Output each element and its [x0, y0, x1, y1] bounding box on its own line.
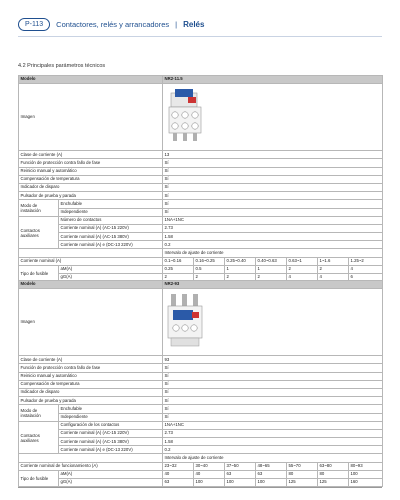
- spec-label: Indicador de disparo: [19, 183, 163, 191]
- fuse-value: 63: [256, 470, 287, 478]
- spec-row: [19, 233, 383, 241]
- spec-value: 1.58: [163, 233, 383, 241]
- spec-value: 93: [163, 356, 383, 364]
- fuse-type-label: Tipo de fusible: [19, 265, 59, 281]
- spec-label: Pulsador de prueba y parada: [19, 192, 163, 200]
- range-header: Intervalo de ajuste de corriente: [163, 249, 383, 257]
- nominal-value: 0.16~0.25: [194, 257, 225, 265]
- fuse-value: 0.25: [163, 265, 194, 273]
- aux-contacts-label: Contactos auxiliares: [19, 216, 59, 249]
- relay-image-cell: [163, 84, 383, 151]
- spec-value: Sí: [163, 183, 383, 191]
- spec-value: 1.58: [163, 438, 383, 446]
- fuse-value: 40: [194, 470, 225, 478]
- fuse-value: 2: [225, 274, 256, 282]
- spec-row: [19, 356, 383, 364]
- fuse-value: 100: [194, 479, 225, 487]
- fuse-value: 2: [256, 274, 287, 282]
- range-header: Intervalo de ajuste de corriente: [163, 454, 383, 462]
- spec-row: [19, 167, 383, 175]
- fuse-value: 63: [163, 479, 194, 487]
- nominal-value: 23~32: [163, 462, 194, 470]
- nominal-value: 0.40~0.63: [256, 257, 287, 265]
- fuse-sublabel: aM(A): [59, 470, 163, 478]
- spec-row: [19, 438, 383, 446]
- image-label: Imagen: [19, 84, 163, 151]
- spec-value: Sí: [163, 208, 383, 216]
- spec-label: Reinicio manual y automático: [19, 372, 163, 380]
- spec-row: [19, 405, 383, 413]
- fuse-value: 2: [287, 265, 318, 273]
- spec-row: [19, 183, 383, 191]
- spec-sublabel: Independiente: [59, 208, 163, 216]
- model-value: NR2-11.5: [163, 76, 383, 84]
- fuse-value: 4: [349, 265, 383, 273]
- spec-value: Sí: [163, 192, 383, 200]
- page-header-section: Relés: [183, 19, 205, 29]
- spec-row: [19, 446, 383, 454]
- spec-value: Sí: [163, 200, 383, 208]
- spec-value: Sí: [163, 167, 383, 175]
- spec-row: [19, 421, 383, 429]
- spec-value: Sí: [163, 397, 383, 405]
- fuse-value: 125: [318, 479, 349, 487]
- spec-value: Sí: [163, 413, 383, 421]
- fuse-value: 6: [349, 274, 383, 282]
- fuse-value: 40: [163, 470, 194, 478]
- fuse-value: 100: [256, 479, 287, 487]
- page-code-badge: P-113: [18, 18, 50, 31]
- fuse-value: 63: [225, 470, 256, 478]
- nominal-value: 37~50: [225, 462, 256, 470]
- spec-sublabel: Configuración de los contactos: [59, 421, 163, 429]
- spec-sublabel: Corriente nominal (A) (AC-15 380V): [59, 438, 163, 446]
- page-header-title: Contactores, relés y arrancadores: [56, 19, 170, 29]
- fuse-value: 2: [318, 265, 349, 273]
- fuse-value: 80: [287, 470, 318, 478]
- spec-sublabel: Independiente: [59, 413, 163, 421]
- spec-value: Sí: [163, 372, 383, 380]
- fuse-value: 100: [349, 470, 383, 478]
- spec-row: [19, 224, 383, 232]
- spec-value: Sí: [163, 175, 383, 183]
- fuse-value: 160: [349, 479, 383, 487]
- model-label: Modelo: [19, 281, 163, 289]
- spec-label: Indicador de disparo: [19, 388, 163, 396]
- page-header: [18, 16, 204, 32]
- spec-sublabel: Corriente nominal (A) (AC-15 220V): [59, 429, 163, 437]
- nominal-value: 80~93: [349, 462, 383, 470]
- spec-value: 2.73: [163, 429, 383, 437]
- spec-label: Compensación de temperatura: [19, 380, 163, 388]
- thermal-relay-small-image: [165, 87, 205, 145]
- nominal-row: [19, 462, 383, 470]
- spec-label: Clase de corriente (A): [19, 151, 163, 159]
- spec-value: Sí: [163, 159, 383, 167]
- nominal-value: 55~70: [287, 462, 318, 470]
- aux-contacts-label: Contactos auxiliares: [19, 421, 59, 454]
- section-title: 4.2 Principales parámetros técnicos: [18, 63, 106, 69]
- spec-value: Sí: [163, 405, 383, 413]
- spec-value: Sí: [163, 380, 383, 388]
- spec-row: [19, 372, 383, 380]
- nominal-value: 48~65: [256, 462, 287, 470]
- fuse-value: 1: [225, 265, 256, 273]
- spec-row: [19, 159, 383, 167]
- range-header-row: [19, 249, 383, 257]
- fuse-value: 2: [163, 274, 194, 282]
- spec-sublabel: Corriente nominal (A) (AC-15 220V): [59, 224, 163, 232]
- nominal-value: 63~80: [318, 462, 349, 470]
- fuse-row: [19, 470, 383, 478]
- spec-table-2: [18, 280, 383, 487]
- bottom-rule: [18, 487, 382, 488]
- spec-value: Sí: [163, 364, 383, 372]
- nominal-value: 30~40: [194, 462, 225, 470]
- model-row: [19, 281, 383, 289]
- spec-label: Pulsador de prueba y parada: [19, 397, 163, 405]
- spec-sublabel: Número de contactos: [59, 216, 163, 224]
- fuse-value: 100: [225, 479, 256, 487]
- relay-image-cell: [163, 289, 383, 356]
- fuse-value: 2: [194, 274, 225, 282]
- fuse-row: [19, 479, 383, 487]
- fuse-sublabel: aM(A): [59, 265, 163, 273]
- spec-sublabel: Enchufable: [59, 405, 163, 413]
- spec-row: [19, 388, 383, 396]
- spec-label: Compensación de temperatura: [19, 175, 163, 183]
- install-mode-label: Modo de instalación: [19, 200, 59, 216]
- spec-row: [19, 175, 383, 183]
- spec-table-1: [18, 75, 383, 282]
- spec-value: 1NA+1NC: [163, 216, 383, 224]
- spec-row: [19, 208, 383, 216]
- spec-row: [19, 200, 383, 208]
- header-rule: [18, 36, 382, 37]
- fuse-value: 4: [318, 274, 349, 282]
- model-value: NR2-93: [163, 281, 383, 289]
- nominal-label: Corriente nominal (A): [19, 257, 163, 265]
- fuse-row: [19, 265, 383, 273]
- range-header-row: [19, 454, 383, 462]
- fuse-type-label: Tipo de fusible: [19, 470, 59, 486]
- fuse-value: 4: [287, 274, 318, 282]
- spec-row: [19, 192, 383, 200]
- spec-label: Reinicio manual y automático: [19, 167, 163, 175]
- nominal-value: 0.63~1: [287, 257, 318, 265]
- spec-value: 0.2: [163, 241, 383, 249]
- model-label: Modelo: [19, 76, 163, 84]
- empty-cell: [19, 454, 163, 462]
- image-row: [19, 84, 383, 151]
- empty-cell: [19, 249, 163, 257]
- spec-row: [19, 429, 383, 437]
- spec-sublabel: Enchufable: [59, 200, 163, 208]
- spec-value: 1NA+1NC: [163, 421, 383, 429]
- spec-value: 0.2: [163, 446, 383, 454]
- nominal-value: 1.25~2: [349, 257, 383, 265]
- nominal-row: [19, 257, 383, 265]
- spec-row: [19, 413, 383, 421]
- spec-value: 13: [163, 151, 383, 159]
- spec-row: [19, 364, 383, 372]
- model-row: [19, 76, 383, 84]
- spec-row: [19, 216, 383, 224]
- spec-sublabel: Corriente nominal (A) e (DC-13 220V): [59, 241, 163, 249]
- image-label: Imagen: [19, 289, 163, 356]
- image-row: [19, 289, 383, 356]
- spec-value: 2.73: [163, 224, 383, 232]
- nominal-label: Corriente nominal de funcionamiento (A): [19, 462, 163, 470]
- nominal-value: 0.25~0.40: [225, 257, 256, 265]
- spec-row: [19, 397, 383, 405]
- header-separator: |: [175, 19, 178, 29]
- spec-row: [19, 151, 383, 159]
- spec-sublabel: Corriente nominal (A) (AC-15 380V): [59, 233, 163, 241]
- fuse-sublabel: gG(A): [59, 479, 163, 487]
- spec-sublabel: Corriente nominal (A) e (DC-13 220V): [59, 446, 163, 454]
- spec-label: Función de protección contra fallo de fase: [19, 364, 163, 372]
- fuse-value: 80: [318, 470, 349, 478]
- spec-value: Sí: [163, 388, 383, 396]
- spec-row: [19, 380, 383, 388]
- fuse-sublabel: gG(A): [59, 274, 163, 282]
- spec-label: Clase de corriente (A): [19, 356, 163, 364]
- fuse-value: 0.5: [194, 265, 225, 273]
- fuse-value: 1: [256, 265, 287, 273]
- spec-label: Función de protección contra fallo de fase: [19, 159, 163, 167]
- thermal-relay-large-image: [165, 292, 205, 350]
- install-mode-label: Modo de instalación: [19, 405, 59, 421]
- nominal-value: 1~1.6: [318, 257, 349, 265]
- spec-row: [19, 241, 383, 249]
- nominal-value: 0.1~0.16: [163, 257, 194, 265]
- fuse-value: 125: [287, 479, 318, 487]
